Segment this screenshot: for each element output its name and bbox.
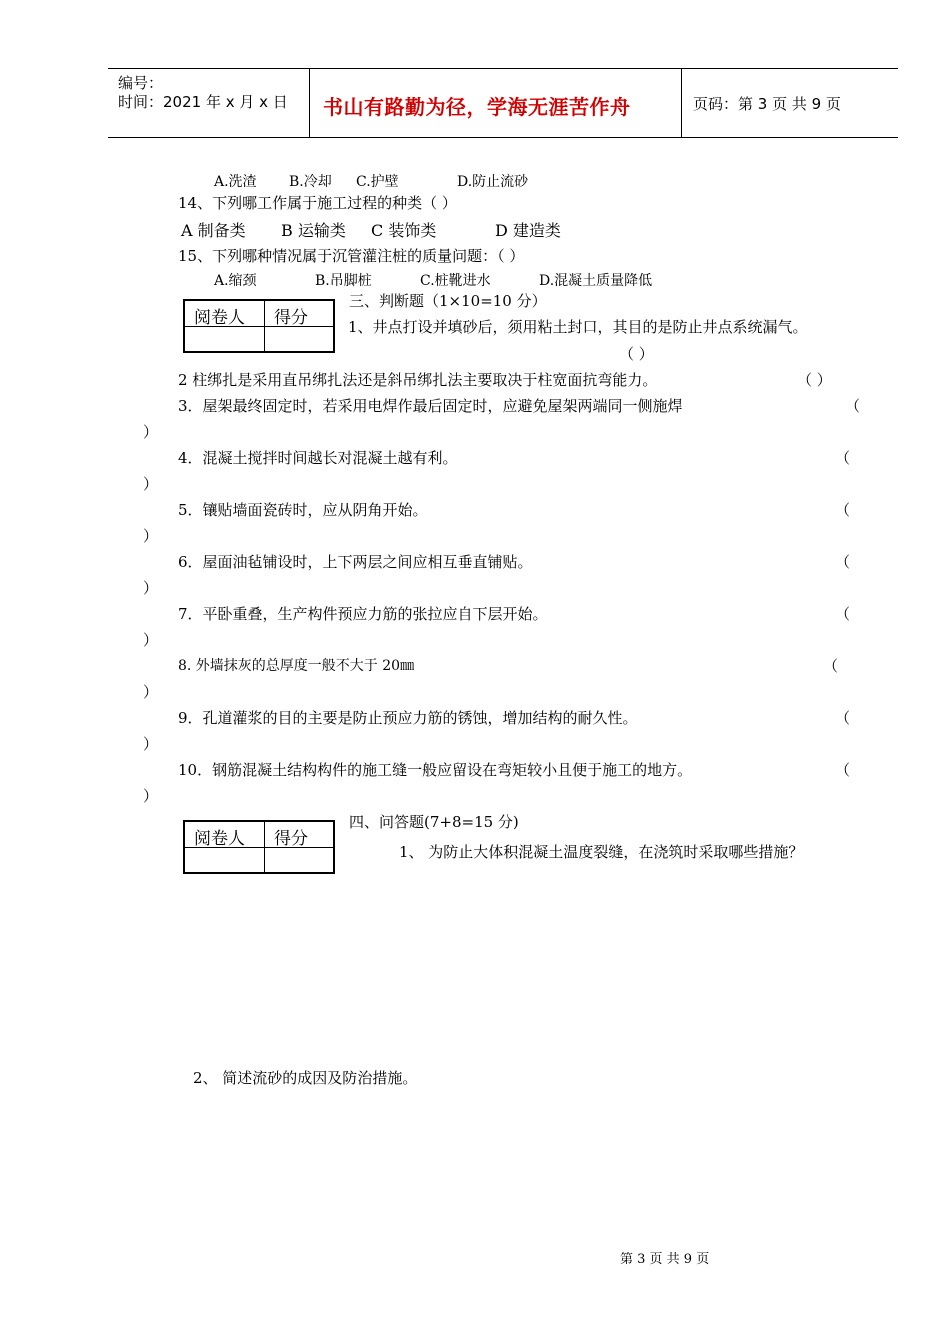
- grader-table: [183, 820, 335, 874]
- judgment-item-4: 4．混凝土搅拌时间越长对混凝土越有利。: [178, 449, 458, 467]
- motto: 书山有路勤为径，学海无涯苦作舟: [323, 95, 631, 119]
- judgment-item-2: 2 柱绑扎是采用直吊绑扎法还是斜吊绑扎法主要取决于柱宽面抗弯能力。: [178, 371, 658, 389]
- q13-option-a: A.洗渣: [214, 174, 257, 190]
- paren-close: ）: [143, 683, 159, 701]
- paren-open: （: [835, 501, 851, 519]
- q15-option-c: C.桩靴进水: [420, 273, 491, 289]
- paren-close: ）: [143, 787, 159, 805]
- q14-option-d: D 建造类: [495, 221, 561, 240]
- q14-option-c: C 装饰类: [371, 221, 437, 240]
- header-divider: [309, 69, 310, 137]
- reviewer-label: 阅卷人: [194, 308, 245, 328]
- footer-page-number: 第 3 页 共 9 页: [620, 1252, 710, 1267]
- q14-option-b: B 运输类: [281, 221, 346, 240]
- essay-question-1: 1、 为防止大体积混凝土温度裂缝，在浇筑时采取哪些措施？: [399, 843, 804, 861]
- q13-option-d: D.防止流砂: [457, 174, 529, 190]
- paren-close: ）: [143, 475, 159, 493]
- paren-open: （: [835, 605, 851, 623]
- paren-open: （: [823, 657, 839, 675]
- paren-open: （: [835, 761, 851, 779]
- paren-close: ）: [143, 735, 159, 753]
- paren-open: （: [835, 553, 851, 571]
- essay-question-2: 2、 简述流砂的成因及防治措施。: [193, 1069, 418, 1087]
- q13-option-c: C.护壁: [356, 174, 399, 190]
- judgment-item-3: 3．屋架最终固定时，若采用电焊作最后固定时，应避免屋架两端同一侧施焊: [178, 397, 683, 415]
- q15-stem: 15、下列哪种情况属于沉管灌注桩的质量问题：（ ）: [178, 247, 525, 265]
- paren-open: （: [845, 397, 861, 415]
- q14-stem: 14、下列哪工作属于施工过程的种类（ ）: [178, 194, 457, 212]
- judgment-item-7: 7．平卧重叠，生产构件预应力筋的张拉应自下层开始。: [178, 605, 548, 623]
- grader-table: [183, 299, 335, 353]
- paren-close: ）: [143, 579, 159, 597]
- section3-title: 三、判断题（1×10=10 分）: [349, 292, 547, 310]
- q15-option-b: B.吊脚桩: [315, 273, 372, 289]
- paren-close: ）: [143, 527, 159, 545]
- paren-open: （: [835, 449, 851, 467]
- header-table: [108, 68, 898, 138]
- judgment-item-10: 10．钢筋混凝土结构构件的施工缝一般应留设在弯矩较小且便于施工的地方。: [178, 761, 693, 779]
- date-line: 时间：2021 年 x 月 x 日: [118, 93, 288, 111]
- judgment-item-9: 9．孔道灌浆的目的主要是防止预应力筋的锈蚀，增加结构的耐久性。: [178, 709, 638, 727]
- paren-close: ）: [143, 423, 159, 441]
- q15-option-a: A.缩颈: [214, 273, 257, 289]
- header-divider: [681, 69, 682, 137]
- paren-close: ）: [143, 631, 159, 649]
- q15-option-d: D.混凝土质量降低: [539, 273, 653, 289]
- judgment-item-6: 6．屋面油毡铺设时，上下两层之间应相互垂直铺贴。: [178, 553, 533, 571]
- section4-title: 四、问答题(7+8=15 分): [349, 813, 519, 831]
- judgment-item-1: 1、井点打设并填砂后，须用粘土封口，其目的是防止井点系统漏气。: [348, 318, 808, 336]
- page-code: 页码：第 3 页 共 9 页: [693, 95, 841, 113]
- judgment-item-5: 5．镶贴墙面瓷砖时，应从阴角开始。: [178, 501, 428, 519]
- reviewer-label: 阅卷人: [194, 829, 245, 849]
- paren-open: （: [835, 709, 851, 727]
- serial-label: 编号：: [118, 74, 164, 92]
- q13-option-b: B.冷却: [289, 174, 332, 190]
- answer-paren: （ ）: [797, 371, 832, 389]
- score-label: 得分: [274, 308, 308, 328]
- judgment-item-8: 8. 外墙抹灰的总厚度一般不大于 20㎜: [178, 658, 415, 674]
- answer-paren: （ ）: [619, 345, 654, 363]
- q14-option-a: A 制备类: [181, 221, 246, 240]
- score-label: 得分: [274, 829, 308, 849]
